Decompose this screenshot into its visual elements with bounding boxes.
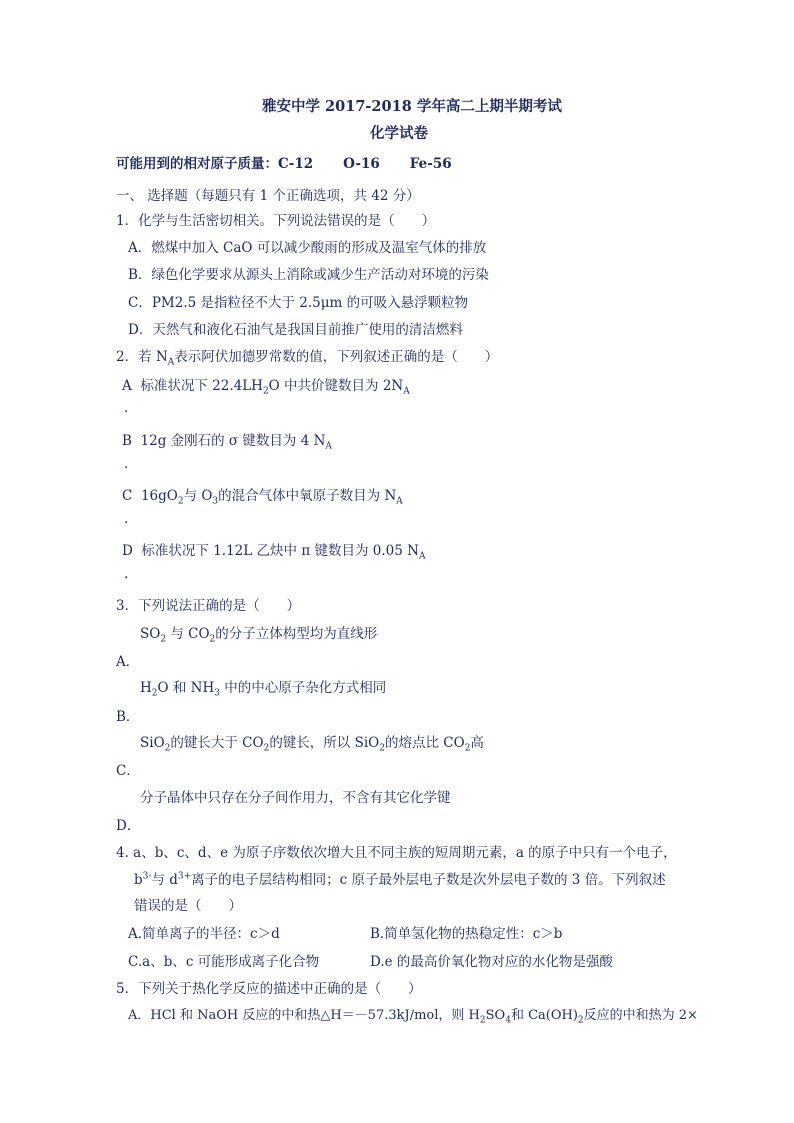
atomic-mass-c: C-12 [278, 156, 314, 172]
q3-stem: 3．下列说法正确的是（ ） [116, 598, 301, 614]
section-heading: 一、 选择题（每题只有 1 个正确选项，共 42 分） [116, 188, 420, 204]
q3-option-d-label: D． [116, 818, 141, 834]
q1-option-b: B．绿色化学要求从源头上消除或减少生产活动对环境的污染 [128, 267, 489, 283]
q3-option-b-text: $H_2O$ 和 $NH_3$ 中的中心原子杂化方式相同 [140, 680, 387, 699]
q4-line2: $b^{3-}$与 $d^{3+}$离子的电子层结构相同；c 原子最外层电子数是次外层电子数的 3 倍。下列叙述 [134, 871, 666, 888]
q2-dot: . [124, 456, 129, 472]
atomic-mass-line [116, 152, 452, 172]
q2-dot: . [124, 400, 129, 416]
exam-subtitle: 化学试卷 [370, 125, 428, 142]
q3-option-b-label: B． [116, 709, 140, 725]
q3-option-a-label: A． [116, 654, 140, 670]
q5-stem: 5．下列关于热化学反应的描述中正确的是（ ） [116, 981, 422, 997]
q1-option-a: A．燃煤中加入 CaO 可以减少酸雨的形成及温室气体的排放 [128, 240, 487, 256]
q1-option-d: D．天然气和液化石油气是我国目前推广使用的清洁燃料 [128, 322, 463, 338]
q4-option-a: A.简单离子的半径：c＞d [128, 926, 280, 942]
q1-option-c: C．PM2.5 是指粒径不大于 2.5μm 的可吸入悬浮颗粒物 [128, 295, 469, 311]
q4-line3: 错误的是（ ） [134, 898, 242, 914]
q5-option-a: A．HCl 和 NaOH 反应的中和热△H＝－57.3kJ/mol，则 $H_2SO_4$和 $Ca(OH)_2$反应的中和热为 2× [128, 1008, 698, 1026]
atomic-mass-o: O-16 [343, 156, 380, 172]
q4-line1: 4. a、b、c、d、e 为原子序数依次增大且不同主族的短周期元素，a 的原子中只有一个电子， [116, 845, 677, 861]
q3-option-c-text: SiO$_2$的键长大于 $CO_2$的键长，所以 SiO$_2$的熔点比 $CO_2$高 [140, 735, 484, 754]
q4-option-c: C.a、b、c 可能形成离子化合物 [128, 954, 320, 970]
q1-stem: 1．化学与生活密切相关。下列说法错误的是（ ） [116, 213, 436, 229]
q3-option-d-text: 分子晶体中只存在分子间作用力，不含有其它化学键 [140, 790, 451, 806]
exam-title: 雅安中学 2017-2018 学年高二上期半期考试 [262, 98, 562, 115]
q2-option-a: A 标准状况下 $22.4LH_2O$ 中共价键数目为 $2N_A$ [122, 378, 410, 397]
atomic-mass-fe: Fe-56 [409, 156, 452, 172]
q2-option-d: D 标准状况下 1.12L 乙炔中 π 键数目为 0.05 $N_A$ [122, 543, 426, 562]
q2-dot: . [124, 511, 129, 527]
q2-stem: 2．若 $N_A$表示阿伏加德罗常数的值，下列叙述正确的是（ ） [116, 349, 499, 368]
q3-option-c-label: C． [116, 763, 140, 779]
q2-option-b: B 12g 金刚石的 σ 键数目为 4 $N_A$ [122, 433, 332, 452]
q4-option-b: B.简单氢化物的热稳定性：c＞b [370, 926, 563, 942]
q3-option-a-text: $SO_2$ 与 $CO_2$的分子立体构型均为直线形 [140, 626, 378, 645]
q2-dot: . [124, 566, 129, 582]
q4-option-d: D.e 的最高价氧化物对应的水化物是强酸 [370, 954, 613, 970]
q2-option-c: C $16gO_2$与 $O_3$的混合气体中氧原子数目为 $N_A$ [122, 488, 403, 507]
atomic-mass-label: 可能用到的相对原子质量： [116, 156, 278, 172]
